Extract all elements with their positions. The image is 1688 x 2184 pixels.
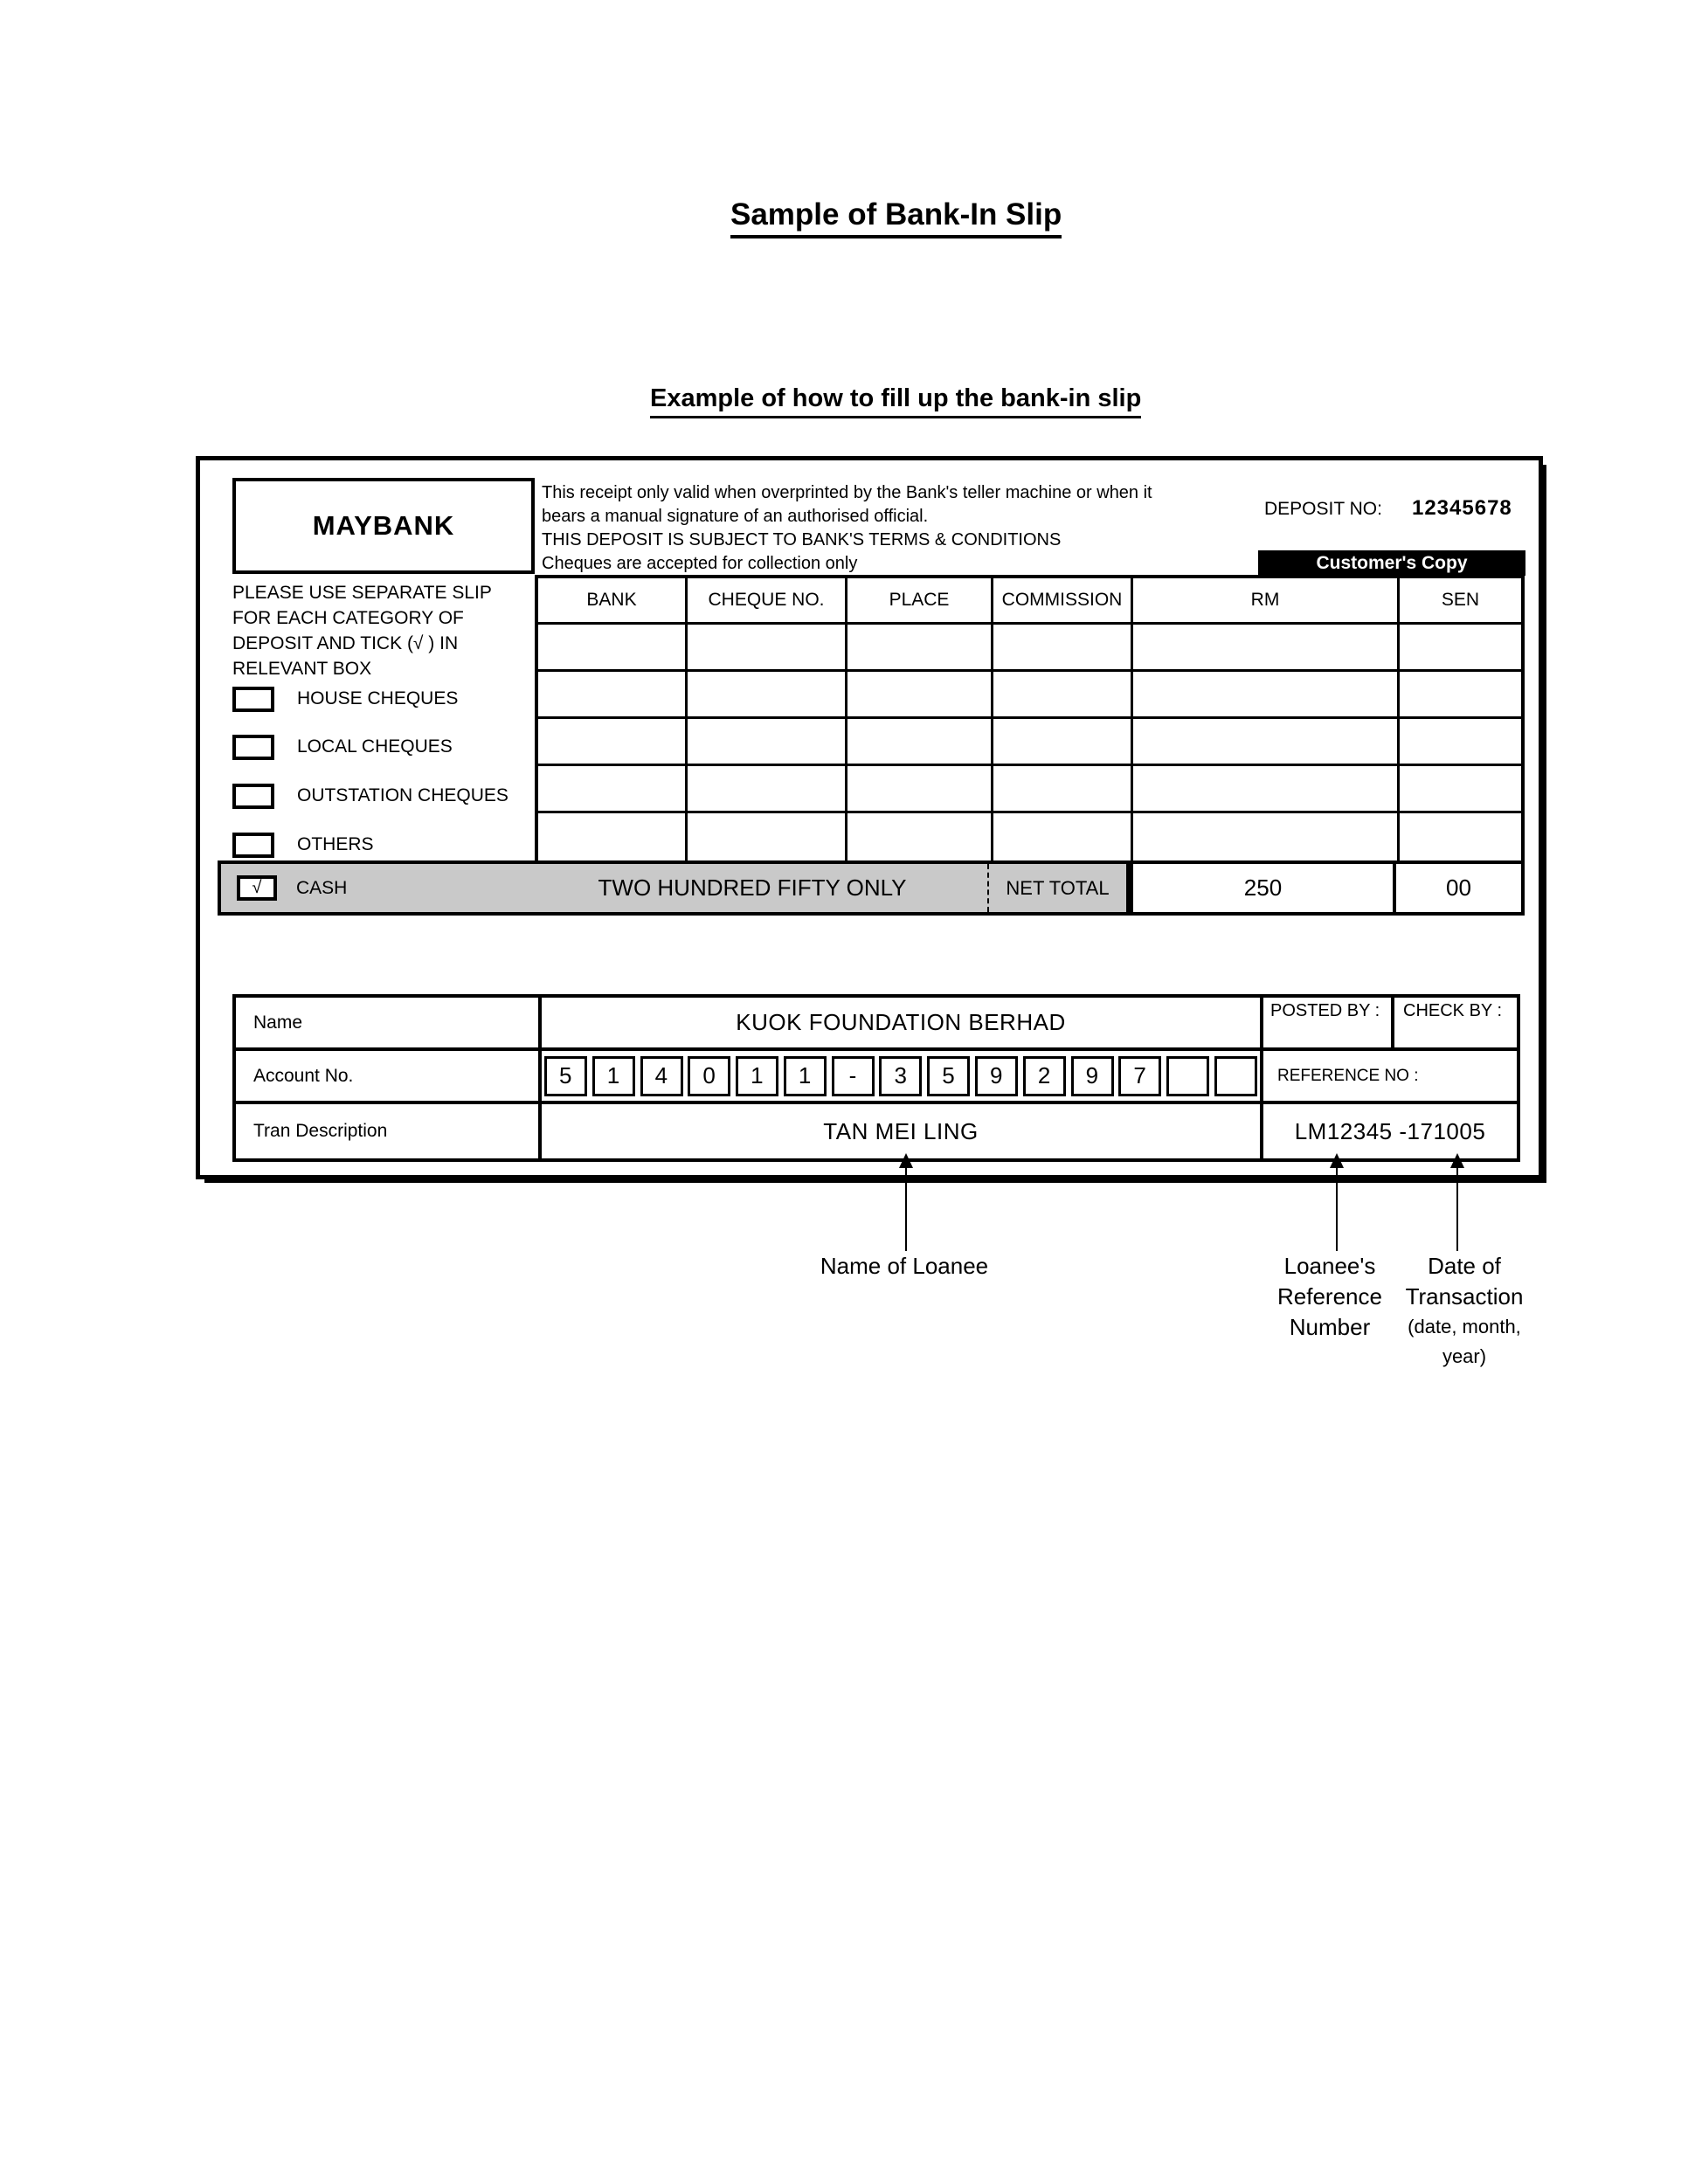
- category-label-cash: CASH: [296, 877, 348, 898]
- bank-in-slip-form: [196, 456, 1543, 1179]
- account-digit-cell: 9: [975, 1056, 1018, 1096]
- annotation-arrow-reference: [1330, 1153, 1344, 1251]
- account-digit-cell: 5: [927, 1056, 970, 1096]
- empty-cell: [993, 672, 1133, 719]
- net-total-label: NET TOTAL: [1006, 876, 1110, 899]
- column-header-place: PLACE: [847, 578, 993, 625]
- annotation-line: Transaction: [1405, 1283, 1524, 1310]
- empty-cell: [1133, 813, 1400, 860]
- tick-mark-icon: √: [252, 878, 262, 897]
- annotation-arrow-loanee-name: [899, 1153, 913, 1251]
- empty-cell: [1400, 766, 1521, 813]
- empty-cell: [538, 813, 688, 860]
- check-by-label: CHECK BY :: [1403, 1001, 1502, 1020]
- empty-cell: [1133, 672, 1400, 719]
- empty-cell: [1400, 625, 1521, 672]
- amount-in-words: TWO HUNDRED FIFTY ONLY: [598, 874, 907, 901]
- reference-value-cell-wrap: [1260, 1104, 1517, 1158]
- net-total-rm-value: 250: [1133, 864, 1396, 912]
- notice-line: THIS DEPOSIT IS SUBJECT TO BANK'S TERMS & CONDITIONS: [542, 530, 1062, 549]
- column-header-cheque-no: CHEQUE NO.: [688, 578, 847, 625]
- account-digit-cell: 2: [1023, 1056, 1066, 1096]
- column-header-sen: SEN: [1400, 578, 1521, 625]
- empty-cell: [688, 719, 847, 766]
- empty-cell: [538, 625, 688, 672]
- instruction-line: FOR EACH CATEGORY OF: [232, 608, 464, 628]
- page-subtitle: Example of how to fill up the bank-in slip: [650, 384, 1141, 418]
- empty-cell: [993, 813, 1133, 860]
- receipt-notice: [542, 481, 1284, 576]
- empty-cell: [688, 625, 847, 672]
- tran-description-label: Tran Description: [236, 1104, 542, 1158]
- account-digit-cell: 0: [688, 1056, 730, 1096]
- annotation-line: Number: [1289, 1314, 1371, 1340]
- arrow-up-icon: [899, 1153, 913, 1168]
- empty-cell: [993, 766, 1133, 813]
- reference-no-label: REFERENCE NO :: [1277, 1066, 1419, 1085]
- account-digit-cell: 7: [1118, 1056, 1161, 1096]
- annotation-line: Reference: [1277, 1283, 1382, 1310]
- empty-cell: [847, 813, 993, 860]
- account-digit-cell: 5: [544, 1056, 587, 1096]
- instruction-line: RELEVANT BOX: [232, 659, 372, 679]
- account-digit-boxes: [542, 1051, 1260, 1101]
- account-digit-cell: [1166, 1056, 1209, 1096]
- empty-cell: [538, 766, 688, 813]
- account-digit-cell: -: [832, 1056, 875, 1096]
- account-digit-cell: 1: [784, 1056, 827, 1096]
- account-digit-cell: [1214, 1056, 1257, 1096]
- empty-cell: [688, 766, 847, 813]
- account-digit-cell: 1: [592, 1056, 635, 1096]
- instructions-text: [232, 580, 534, 681]
- category-label: OUTSTATION CHEQUES: [297, 785, 508, 805]
- instruction-line: PLEASE USE SEPARATE SLIP: [232, 583, 492, 603]
- name-label: Name: [236, 998, 542, 1047]
- checkbox-cash-ticked: [237, 875, 277, 901]
- deposit-no-value: 12345678: [1411, 496, 1512, 520]
- empty-cell: [847, 719, 993, 766]
- arrow-up-icon: [1330, 1153, 1344, 1168]
- reference-no-value: LM12345 -171005: [1294, 1117, 1486, 1144]
- posted-check-cells: [1260, 998, 1517, 1047]
- empty-cell: [538, 719, 688, 766]
- posted-by-label: POSTED BY :: [1263, 998, 1394, 1047]
- empty-cell: [1133, 719, 1400, 766]
- name-value: KUOK FOUNDATION BERHAD: [736, 1009, 1066, 1035]
- empty-cell: [1400, 813, 1521, 860]
- category-others: [232, 832, 374, 858]
- tran-description-row: [236, 1104, 1517, 1158]
- deposit-no-label: DEPOSIT NO:: [1264, 499, 1382, 519]
- account-digit-cell: 4: [640, 1056, 683, 1096]
- bank-name-box: MAYBANK: [232, 478, 535, 574]
- annotation-line: Loanee's: [1283, 1253, 1376, 1279]
- account-digit-cell: 9: [1071, 1056, 1114, 1096]
- checkbox-others: [232, 833, 274, 858]
- annotation-subline: year): [1442, 1345, 1487, 1367]
- category-label: LOCAL CHEQUES: [297, 736, 453, 757]
- empty-cell: [847, 672, 993, 719]
- annotation-line: Date of: [1428, 1253, 1501, 1279]
- annotation-subline: (date, month,: [1408, 1316, 1521, 1337]
- empty-cell: [1400, 672, 1521, 719]
- cash-row-highlighted: [218, 860, 1130, 916]
- arrow-up-icon: [1450, 1153, 1464, 1168]
- account-digit-cell: 3: [879, 1056, 922, 1096]
- net-total-amount-cells: [1130, 860, 1525, 916]
- customers-copy-badge: Customer's Copy: [1258, 550, 1525, 576]
- instruction-line: DEPOSIT AND TICK (√ ) IN: [232, 633, 459, 653]
- empty-cell: [688, 813, 847, 860]
- column-header-commission: COMMISSION: [993, 578, 1133, 625]
- annotation-name-of-loanee: Name of Loanee: [820, 1253, 989, 1279]
- category-outstation-cheques: [232, 783, 508, 809]
- details-table: [232, 994, 1520, 1162]
- empty-cell: [1133, 625, 1400, 672]
- empty-cell: [1133, 766, 1400, 813]
- notice-line: bears a manual signature of an authorised official.: [542, 507, 929, 526]
- account-digit-cell: 1: [736, 1056, 778, 1096]
- empty-cell: [847, 625, 993, 672]
- name-row: [236, 998, 1517, 1051]
- net-total-sen-value: 00: [1446, 874, 1471, 901]
- annotation-date-of-transaction: [1387, 1251, 1542, 1372]
- checkbox-local-cheques: [232, 735, 274, 760]
- cheque-table: [535, 575, 1525, 864]
- empty-cell: [847, 766, 993, 813]
- column-header-bank: BANK: [538, 578, 688, 625]
- reference-no-cell-wrap: [1260, 1051, 1517, 1101]
- empty-cell: [993, 625, 1133, 672]
- empty-cell: [993, 719, 1133, 766]
- category-house-cheques: [232, 686, 458, 712]
- column-header-rm: RM: [1133, 578, 1400, 625]
- empty-cell: [1400, 719, 1521, 766]
- category-label: HOUSE CHEQUES: [297, 688, 459, 708]
- notice-line: Cheques are accepted for collection only: [542, 554, 858, 573]
- empty-cell: [538, 672, 688, 719]
- notice-line: This receipt only valid when overprinted by the Bank's teller machine or when it: [542, 483, 1152, 502]
- checkbox-house-cheques: [232, 687, 274, 712]
- annotation-loanee-reference: [1256, 1251, 1404, 1343]
- account-no-label: Account No.: [236, 1051, 542, 1101]
- account-no-row: [236, 1051, 1517, 1104]
- empty-cell: [688, 672, 847, 719]
- annotation-arrow-date: [1450, 1153, 1464, 1251]
- arrow-stem: [905, 1167, 907, 1251]
- category-local-cheques: [232, 734, 453, 760]
- tran-description-value: TAN MEI LING: [823, 1117, 979, 1144]
- category-label: OTHERS: [297, 834, 374, 854]
- checkbox-outstation-cheques: [232, 784, 274, 809]
- arrow-stem: [1336, 1167, 1338, 1251]
- page-title: Sample of Bank-In Slip: [730, 197, 1062, 238]
- deposit-no: [1264, 496, 1512, 521]
- arrow-stem: [1456, 1167, 1458, 1251]
